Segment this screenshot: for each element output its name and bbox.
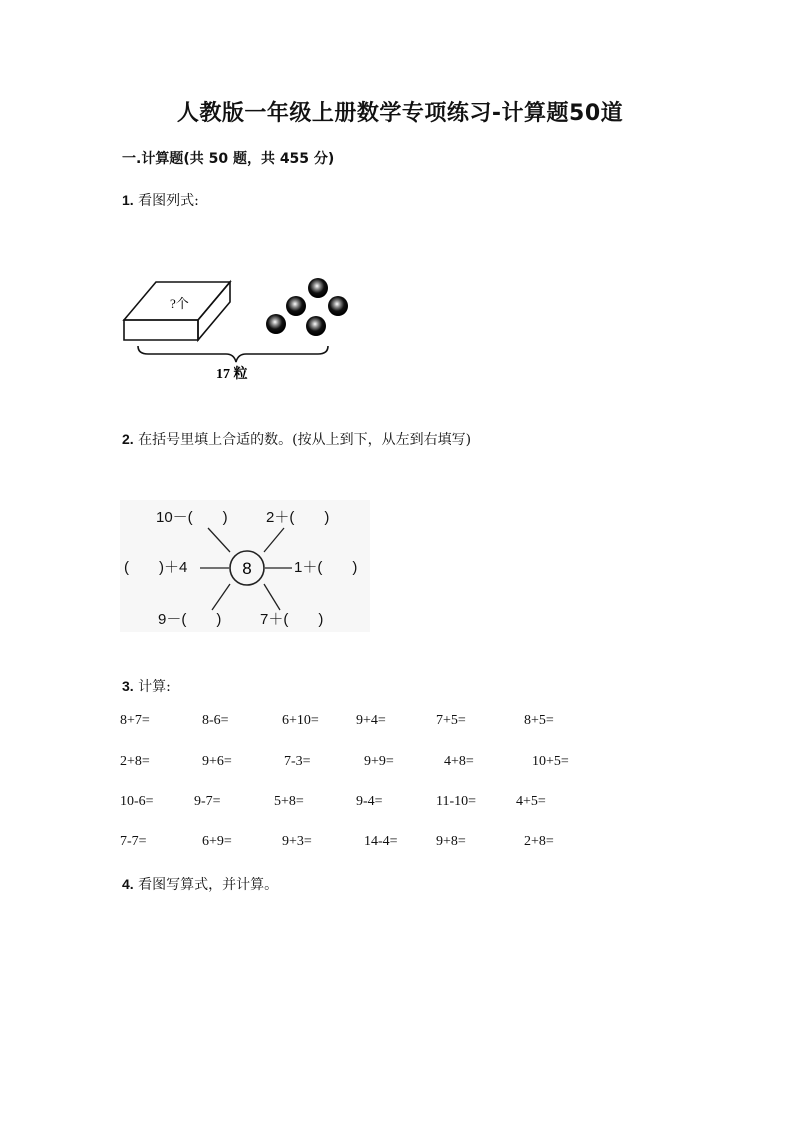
calc-item: 2+8= bbox=[524, 834, 554, 849]
calc-item: 7+5= bbox=[436, 713, 466, 728]
calc-item: 9+3= bbox=[282, 834, 312, 849]
calc-item: 5+8= bbox=[274, 794, 304, 809]
calc-item: 4+5= bbox=[516, 794, 546, 809]
section-heading: 一.计算题(共 50 题，共 455 分) bbox=[122, 151, 335, 167]
calc-item: 8+7= bbox=[120, 713, 150, 728]
calc-item: 6+10= bbox=[282, 713, 319, 728]
expr-top-right: 2＋( ) bbox=[266, 509, 330, 526]
calc-item: 7-3= bbox=[284, 754, 311, 769]
calc-item: 9+6= bbox=[202, 754, 232, 769]
question-1-text: 看图列式: bbox=[138, 193, 199, 209]
expr-bottom-right: 7＋( ) bbox=[260, 611, 324, 628]
ball bbox=[266, 314, 286, 334]
expr-mid-left: ( )＋4 bbox=[124, 559, 188, 576]
calc-item: 11-10= bbox=[436, 794, 477, 809]
q2-figure bbox=[120, 500, 370, 632]
calc-item: 9-7= bbox=[194, 794, 221, 809]
question-1 bbox=[122, 190, 199, 210]
question-2-text: 在括号里填上合适的数。(按从上到下，从左到右填写) bbox=[138, 432, 472, 448]
question-1-number: 1. bbox=[122, 192, 134, 208]
brace bbox=[138, 346, 328, 362]
calc-item: 9-4= bbox=[356, 794, 383, 809]
calc-item: 6+9= bbox=[202, 834, 232, 849]
box-label: ?个 bbox=[170, 296, 189, 311]
calc-item: 7-7= bbox=[120, 834, 147, 849]
calc-item: 9+8= bbox=[436, 834, 466, 849]
candy-box bbox=[124, 282, 230, 340]
page-title: 人教版一年级上册数学专项练习-计算题50道 bbox=[176, 101, 624, 126]
ball bbox=[328, 296, 348, 316]
center-number: 8 bbox=[242, 559, 252, 578]
calc-item: 14-4= bbox=[364, 834, 398, 849]
ball bbox=[308, 278, 328, 298]
calc-item: 10+5= bbox=[532, 754, 569, 769]
ball bbox=[306, 316, 326, 336]
question-2-number: 2. bbox=[122, 431, 134, 447]
expr-mid-right: 1＋( ) bbox=[294, 559, 358, 576]
calc-item: 8+5= bbox=[524, 713, 554, 728]
question-3-number: 3. bbox=[122, 678, 134, 694]
calc-item: 9+4= bbox=[356, 713, 386, 728]
question-3 bbox=[122, 676, 171, 696]
calc-item: 2+8= bbox=[120, 754, 150, 769]
expr-bottom-left: 9－( ) bbox=[158, 611, 222, 628]
calc-item: 8-6= bbox=[202, 713, 229, 728]
question-4-number: 4. bbox=[122, 876, 134, 892]
calc-item: 10-6= bbox=[120, 794, 154, 809]
question-4-text: 看图写算式，并计算。 bbox=[138, 877, 279, 893]
calc-item: 4+8= bbox=[444, 754, 474, 769]
ball bbox=[286, 296, 306, 316]
q1-figure bbox=[118, 268, 368, 388]
expr-top-left: 10－( ) bbox=[156, 509, 228, 526]
question-3-text: 计算: bbox=[138, 679, 171, 695]
question-2 bbox=[122, 429, 471, 449]
total-label: 17 粒 bbox=[216, 367, 248, 382]
question-4 bbox=[122, 874, 278, 894]
calc-item: 9+9= bbox=[364, 754, 394, 769]
